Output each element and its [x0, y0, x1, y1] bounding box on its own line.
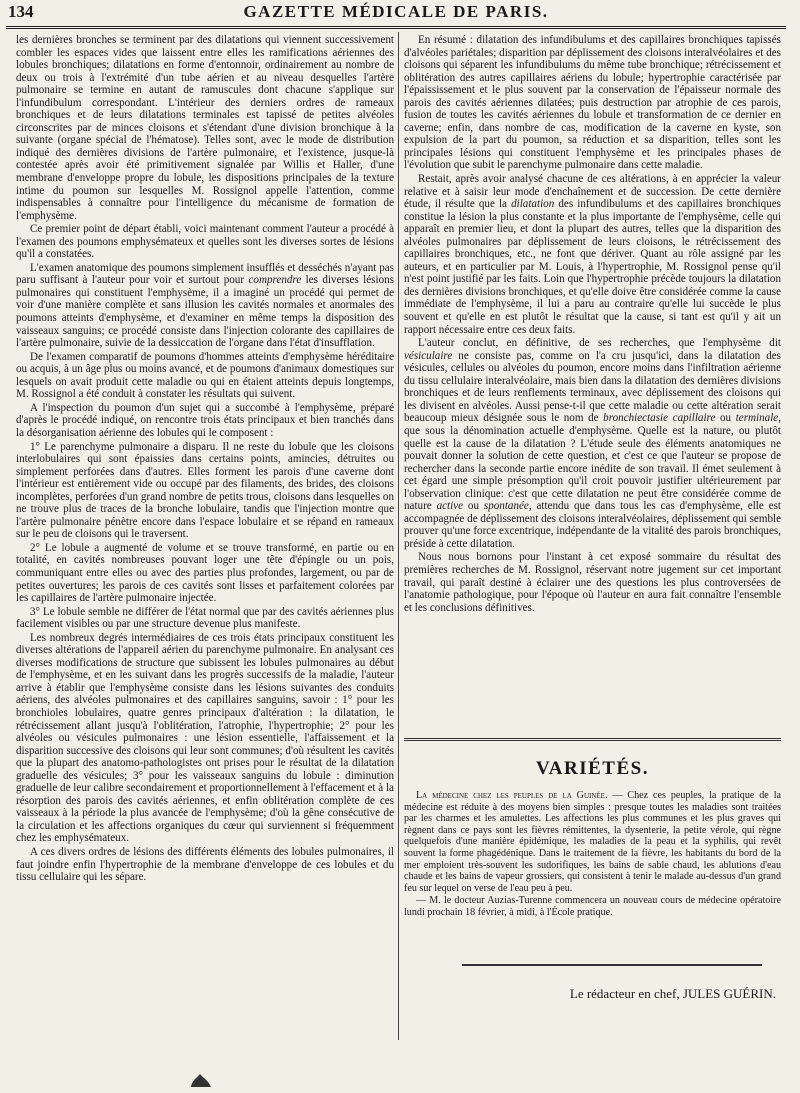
emphasis: comprendre	[248, 274, 302, 287]
paragraph: les dernières bronches se terminent par des dilatations qui viennent successivement combler les espaces vides que laissent entre elles les ramifications aériennes des lobules bronchiques; dilatations en forme d'entonnoir, ordinairement au nombre de deux ou trois à l'extrémité d'un tube aérien et au niveau desquelles l'artère pulmonaire se termine en autant de ramuscules dont chacune s'applique sur l'infundibulum correspondant. L'intérieur des derniers ordres de rameaux bronchiques et de leurs dilatations terminales est tapissé de petites alvéoles circonscrites par de minces cloisons et s'étendant d'une division bronchique à la suivante (organe spécial de l'hématose). Telles sont, avec le mode de distribution indiqué des dernières divisions de l'artère pulmonaire, et l'existence, jusque-là contestée après avoir été primitivement signalée par Willis et Haller, d'une membrane d'enveloppe propre du lobule, les dispositions principales de la texture intime du poumon sur lesquelles M. Rossignol appelle l'attention, comme indispensables à connaître pour l'intelligence du mécanisme de formation de l'emphysème.	[16, 34, 394, 222]
text-run: Ce premier point de départ établi, voici maintenant comment l'auteur a procédé à l'examen des poumons emphysémateux et quelles sont les diverses sortes de lésions qu'il a constatées.	[16, 223, 394, 261]
editor-signature	[404, 986, 776, 1002]
paragraph	[404, 790, 781, 894]
paragraph: 3° Le lobule semble ne différer de l'état normal que par des cavités aériennes plus facilement visibles ou par une structure devenue plus manifeste.	[16, 605, 394, 631]
paragraph: En résumé : dilatation des infundibulums et des capillaires bronchiques tapissés d'alvéoles pariétales; disparition par déplissement des cloisons interalvéolaires et des cloisons qui séparent les infundibulums du même tube bronchique; rétrécissement et oblitération des autres capillaires aériens du lobule; hypertrophie caractérisée par l'épaississement et le plus souvent par la conservation de l'épaisseur normale des parois des cavités aériennes dilatées; puis destruction par atrophie de ces parois, fusion de toutes les cavités aériennes du lobule et transformation de ce dernier en caverne; enfin, dans nombre de cas, modification de la caverne en kyste, son expulsion de la part du poumon, sa réduction et sa disparition, telles sont les principales lésions qui constituent l'emphysème et les principales phases de l'évolution que subit le parenchyme pulmonaire dans cette maladie.	[404, 34, 781, 172]
varietes-title: VARIÉTÉS.	[536, 758, 649, 779]
paragraph: 2° Le lobule a augmenté de volume et se trouve transformé, en partie ou en totalité, en cavités nombreuses pouvant loger une tête d'épingle ou un pois, communiquant entre elles ou avec des parties plus profondes, largement, ou par de petites ouvertures; les parois de ces cavités sont lisses et parfaitement colorées par les capillaires de l'artère pulmonaire injectée.	[16, 541, 394, 605]
text-run: ou	[719, 412, 732, 425]
footer-rule	[462, 964, 762, 966]
ink-blot-mark	[188, 1071, 214, 1089]
item-heading: La médecine chez les peuples de la Guinée.	[416, 790, 608, 801]
section-rule	[404, 738, 781, 741]
paragraph: Les nombreux degrés intermédiaires de ces trois états principaux constituent les diverses altérations de l'appareil aérien du parenchyme pulmonaire. En analysant ces diverses modifications de structure que subissent les lobules pulmonaires au début de l'emphysème, et en les suivant dans les progrès successifs de la maladie, l'auteur arrive à établir que l'emphysème consiste dans les lésions suivantes des conduits aériens, des alvéoles pulmonaires et des capillaires sanguins, savoir : 1° pour les bronchioles lobulaires, quatre genres principaux d'altération : la dilatation, le rétrécissement allant jusqu'à l'oblitération, l'atrophie, l'hypertrophie; 2° pour les alvéoles ou vésicules pulmonaires : une lésion essentielle, l'affaissement et la disparition successive des cloisons qui leur sont communes; d'où résultent les cavités que la plupart des anatomo-pathologistes ont prises pour le résultat de la dilatation graduelle des vésicules; 3° pour les vaisseaux sanguins du lobule : diminution graduelle de leur calibre secondairement et proportionnellement à l'effacement et à la résorption des parois des cavités aériennes, et enfin oblitération complète de ces vaisseaux à la période la plus avancée de l'emphysème; d'où la gêne consécutive de la circulation et les affections organiques du cœur qui surviennent si fréquemment chez les emphysémateux.	[16, 631, 394, 845]
text-run: — Chez ces peuples, la pratique de la médecine est réduite à des moyens bien simples : presque toutes les maladies sont traitées par les charmes et les amulettes. Les affections les plus communes et les plus graves qui règnent dans ce pays sont les fièvres rémittentes, la dysenterie, la petite vérole, qui règne quelquefois d'une manière épidémique, les maladies de la peau et la syphilis, qui revêt souvent la forme phagédénique. Dans le traitement de la fièvre, les habitants du bord de la mer emploient très-souvent les sudorifiques, les bains de sable chaud, les ablutions d'eau chaude et les bains de vapeur grossiers, qui consistent à tenir le malade au-dessus d'un grand feu sur lequel on verse de l'eau peu à peu.	[404, 790, 781, 894]
emphasis: dilatation	[511, 198, 555, 211]
paragraph	[404, 337, 781, 550]
right-column	[404, 34, 781, 615]
paragraph	[404, 173, 781, 336]
text-run: , attendu que dans tous les cas d'emphysème, elle est accompagnée de déplissement des cloisons interalvéolaires, déplissement qui semble prouver qu'une force excentrique, indépendante de la vitalité des parois bronchiques, préside à cette dilatation.	[404, 500, 781, 550]
emphasis: vésiculaire	[404, 349, 453, 362]
emphasis: spontanée	[483, 500, 529, 513]
paragraph: — M. le docteur Auzias-Turenne commencera un nouveau cours de médecine opératoire lundi prochain 18 février, à midi, à l'École pratique.	[404, 895, 781, 918]
emphasis: terminale	[735, 412, 779, 425]
paragraph	[16, 223, 394, 261]
text-run: ne consiste pas, comme on l'a cru jusqu'ici, dans la dilatation des vésicules, cellules ou alvéoles du poumon, encore moins dans l'infiltration aérienne du tissu cellulaire interalvéolaire, mais bien dans la dilatation des dernières divisions bronchiques et de leurs renflements terminaux, avec déplissement des cloisons qui les divisent en alvéoles. Aussi pense-t-il que cette maladie ou cette altération serait beaucoup mieux désignée sous le nom de	[404, 349, 781, 425]
emphasis: bronchiectasie capillaire	[603, 412, 716, 425]
paragraph	[16, 262, 394, 350]
text-run: des infundibulums et des capillaires bronchiques constitue la lésion la plus constante et la plus importante de l'emphysème, celle qui apparaît en premier lieu, et dont la plupart des autres, telles que la disparition des alvéoles pulmonaires par déplissement de leurs cloisons, le rétrécissement des capillaires bronchiques, etc., ne font que dériver. Quant au rôle assigné par les auteurs, et en particulier par M. Louis, à l'hypertrophie, M. Rossignol pense qu'il n'est point justifié par les faits. Loin que l'hypertrophie précède toujours la dilatation des dernières divisions bronchiques, et qu'elle doive être considérée comme la cause immédiate de l'emphysème, il lui a paru au contraire qu'elle lui succède le plus souvent et qu'elle en est plutôt le résultat que la cause, si tant est qu'il y ait un rapport nécessaire entre ces deux faits.	[404, 198, 781, 336]
text-run: L'examen anatomique des poumons simplement insufflés et desséchés n'ayant pas paru suffisant à l'auteur pour voir et surtout pour	[16, 261, 394, 287]
emphasis: active	[436, 500, 464, 513]
paragraph: A ces divers ordres de lésions des différents éléments des lobules pulmonaires, il faut joindre enfin l'hypertrophie de la membrane d'enveloppe de ces lobules et du tissu cellulaire qui les sépare.	[16, 846, 394, 884]
text-run: les diverses lésions pulmonaires qui constituent l'emphysème, il a imaginé un procédé qui permet de voir d'une manière complète et sans illusion les cavités normales et anormales des poumons atteints d'emphysème, et d'examiner en même temps la disposition des vaisseaux sanguins; ce procédé consiste dans l'injection colorante des capillaires de l'artère pulmonaire, suivie de la dessiccation de l'organe dans l'état d'insufflation.	[16, 274, 394, 350]
paragraph: De l'examen comparatif de poumons d'hommes atteints d'emphysème héréditaire ou acquis, à un âge plus ou moins avancé, et de poumons d'animaux domestiques sur lesquels on avait produit cette maladie ou qui en étaient atteints depuis longtemps, M. Rossignol a été conduit à constater les résultats qui suivent.	[16, 350, 394, 401]
left-column	[16, 34, 394, 885]
editor-name: JULES GUÉRIN.	[682, 986, 776, 1001]
text-run: , que sous la dénomination actuelle d'emphysème. Quelle est la nature, ou plutôt quelle est la cause de la dilatation ? L'étude seule des éléments anatomiques ne pouvait donner la solution de cette question, et c'est ce que l'auteur se propose de rechercher dans la seconde partie encore inédite de son travail. Il émet seulement à cet égard une simple présomption qu'il croit pouvoir justifier ultérieurement par l'observation clinique: c'est que cette dilatation ne peut être considérée comme de nature	[404, 412, 781, 513]
journal-title: GAZETTE MÉDICALE DE PARIS.	[243, 2, 549, 21]
page-number: 134	[8, 2, 34, 21]
column-divider	[398, 32, 399, 1040]
paragraph: 1° Le parenchyme pulmonaire a disparu. Il ne reste du lobule que les cloisons interlobulaires qui sont épaissies dans certains points, amincies, détruites ou simplement perforées dans d'autres. Elles forment les parois d'une caverne dont l'intérieur est entièrement vide ou occupé par des filaments, des brides, des cloisons incomplètes, perforées d'un grand nombre de petits trous, cloisons dans lesquelles on ne trouve plus de traces de la bronche lobulaire, tandis que l'injection montre que l'artère pulmonaire pénètre encore dans l'espace lobulaire et se répand en rameaux sur le peu de cloisons qui le traversent.	[16, 440, 394, 541]
page-header	[6, 0, 786, 29]
paragraph: A l'inspection du poumon d'un sujet qui a succombé à l'emphysème, préparé d'après le procédé indiqué, on rencontre trois états principaux et bien tranchés dans la désorganisation aérienne des lobules qui le composent :	[16, 401, 394, 439]
varietes-section	[404, 790, 781, 920]
paragraph: Nous nous bornons pour l'instant à cet exposé sommaire du résultat des premières recherches de M. Rossignol, réservant notre jugement sur cet important travail, qui paraît destiné à éclairer une des questions les plus controversées de l'anatomie pathologique, pour l'époque où l'auteur en aura fait connaître l'ensemble et les conclusions définitives.	[404, 551, 781, 614]
editor-label: Le rédacteur en chef,	[569, 986, 680, 1001]
text-run: L'auteur conclut, en définitive, de ses recherches, que l'emphysème dit	[418, 337, 781, 350]
text-run: Restait, après avoir analysé chacune de ces altérations, à en apprécier la valeur relative et à saisir leur mode d'enchaînement et de succession. De cette dernière étude, il résulte que la	[404, 173, 781, 211]
text-run: ou	[467, 500, 480, 513]
